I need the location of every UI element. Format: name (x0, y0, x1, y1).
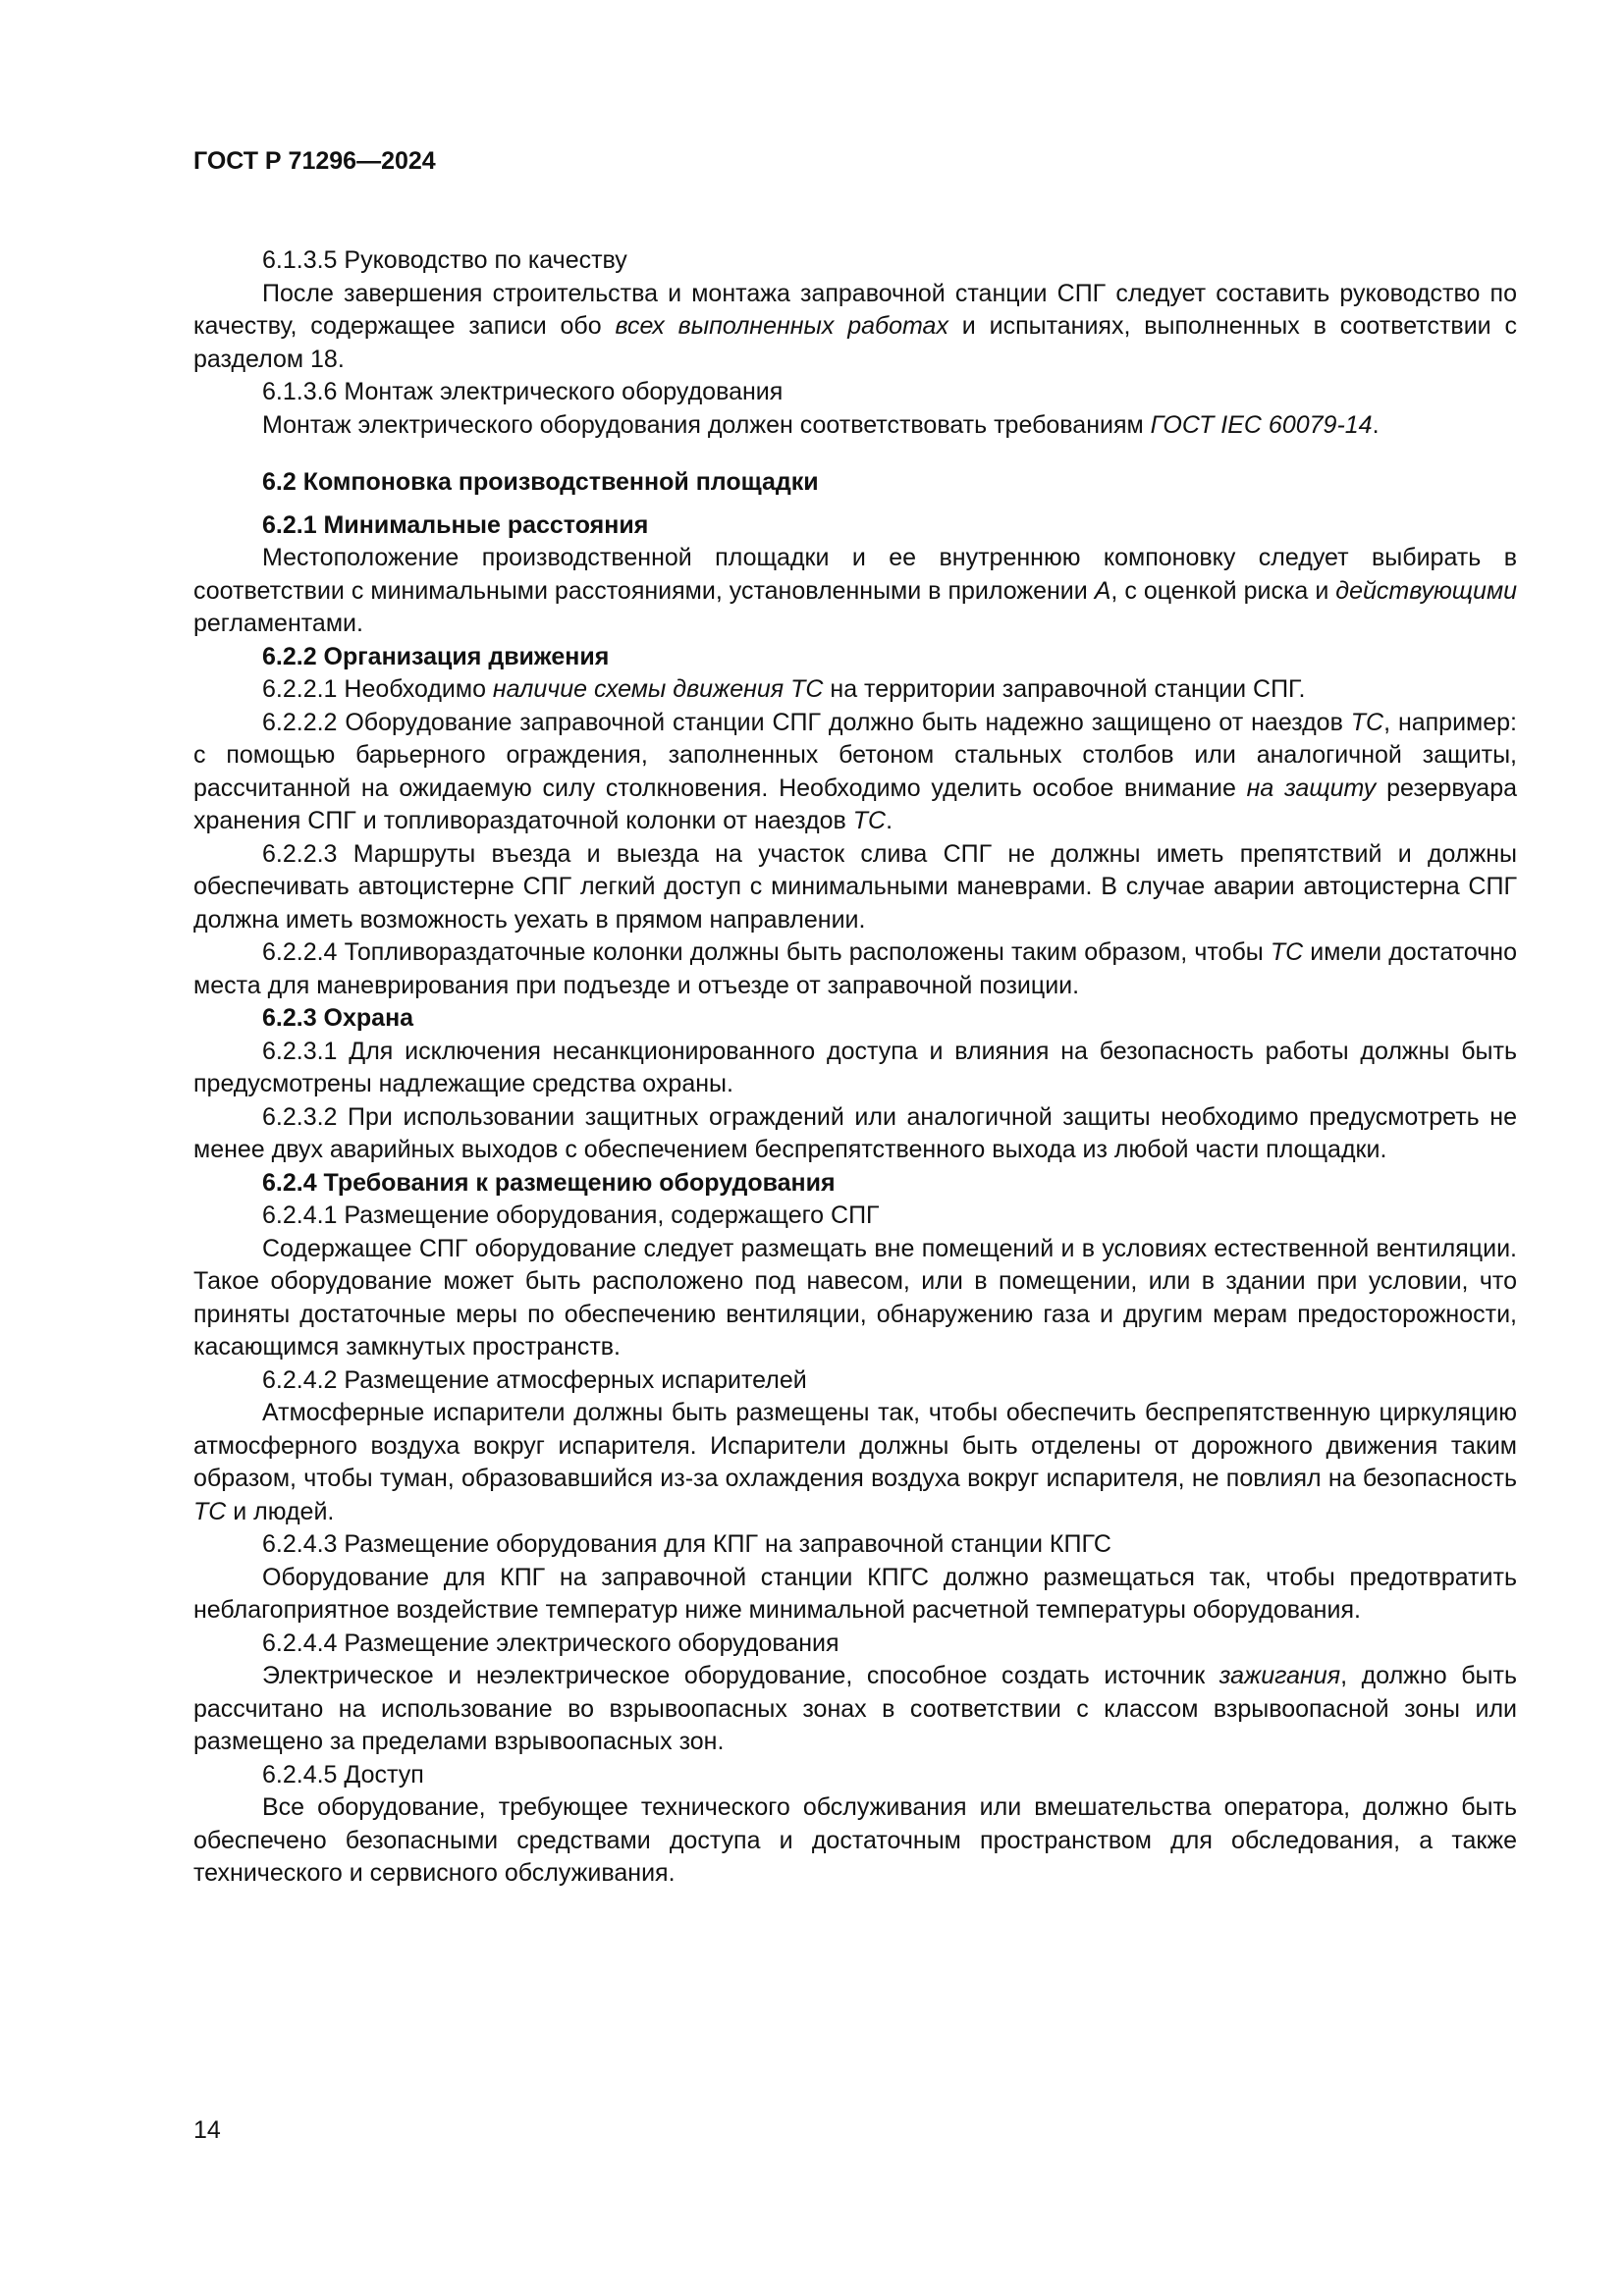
section-heading: 6.2 Компоновка производственной площадки (262, 468, 819, 496)
page-number: 14 (193, 2116, 221, 2144)
paragraph: Оборудование для КПГ на заправочной станции КПГС должно размещаться так, чтобы предотвратить неблагоприятное воздействие температур ниже минимальной расчетной температуры оборудования. (193, 1563, 1517, 1624)
paragraph: Все оборудование, требующее технического обслуживания или вмешательства оператора, должно быть обеспечено безопасными средствами доступа и достаточным пространством для обследования, а также технического и сервисного обслуживания. (193, 1793, 1517, 1887)
paragraph: 6.2.3.1 Для исключения несанкционированного доступа и влияния на безопасность работы должны быть предусмотрены надлежащие средства охраны. (193, 1037, 1517, 1097)
document-page (193, 145, 1517, 1891)
paragraph: Электрическое и неэлектрическое оборудование, способное создать источник зажигания, должно быть рассчитано на использование во взрывоопасных зонах в соответствии с классом взрывоопасной зоны или размещено за пределами взрывоопасных зон. (193, 1662, 1517, 1755)
paragraph: Монтаж электрического оборудования должен соответствовать требованиям ГОСТ IEC 60079-14. (262, 410, 1380, 439)
subsection-heading: 6.2.1 Минимальные расстояния (262, 510, 649, 539)
paragraph: Атмосферные испарители должны быть размещены так, чтобы обеспечить беспрепятственную циркуляцию атмосферного воздуха вокруг испарителя. Испарители должны быть отделены от дорожного движения таким образом, чтобы туман, образовавшийся из-за охлаждения воздуха вокруг испарителя, не повлиял на безопасность ТС и людей. (193, 1399, 1517, 1525)
clause-title: 6.2.4.3 Размещение оборудования для КПГ на заправочной станции КПГС (262, 1530, 1111, 1558)
clause-title: 6.2.4.5 Доступ (262, 1760, 424, 1789)
clause-title: 6.1.3.6 Монтаж электрического оборудования (262, 378, 784, 405)
subsection-heading: 6.2.4 Требования к размещению оборудования (262, 1168, 836, 1197)
paragraph: 6.2.3.2 При использовании защитных ограждений или аналогичной защиты необходимо предусмотреть не менее двух аварийных выходов с обеспечением беспрепятственного выхода из любой части площадки. (193, 1102, 1517, 1163)
clause-title: 6.1.3.5 Руководство по качеству (262, 246, 627, 274)
paragraph: После завершения строительства и монтажа заправочной станции СПГ следует составить руководство по качеству, содержащее записи обо всех выполненных работах и испытаниях, выполненных в соответствии с разделом 18. (193, 279, 1517, 373)
document-code: ГОСТ Р 71296—2024 (193, 147, 436, 175)
clause-title: 6.2.4.1 Размещение оборудования, содержащего СПГ (262, 1201, 880, 1229)
clause-title: 6.2.4.2 Размещение атмосферных испарителей (262, 1365, 807, 1394)
subsection-heading: 6.2.2 Организация движения (262, 642, 610, 670)
paragraph: Содержащее СПГ оборудование следует размещать вне помещений и в условиях естественной вентиляции. Такое оборудование может быть расположено под навесом, или в помещении, или в здании при условии, что приняты достаточные меры по обеспечению вентиляции, обнаружению газа и другим мерам предосторожности, касающимся замкнутых пространств. (193, 1234, 1517, 1361)
paragraph: 6.2.2.1 Необходимо наличие схемы движения ТС на территории заправочной станции СПГ. (262, 675, 1306, 703)
paragraph: Местоположение производственной площадки и ее внутреннюю компоновку следует выбирать в соответствии с минимальными расстояниями, установленными в приложении А, с оценкой риска и действующими регламентами. (193, 544, 1517, 637)
paragraph: 6.2.2.4 Топливораздаточные колонки должны быть расположены таким образом, чтобы ТС имели достаточно места для маневрирования при подъезде и отъезде от заправочной позиции. (193, 938, 1517, 999)
subsection-heading: 6.2.3 Охрана (262, 1004, 414, 1032)
clause-title: 6.2.4.4 Размещение электрического оборудования (262, 1629, 839, 1657)
paragraph: 6.2.2.3 Маршруты въезда и выезда на участок слива СПГ не должны иметь препятствий и должны обеспечивать автоцистерне СПГ легкий доступ с минимальными маневрами. В случае аварии автоцистерна СПГ должна иметь возможность уехать в прямом направлении. (193, 839, 1517, 934)
paragraph: 6.2.2.2 Оборудование заправочной станции СПГ должно быть надежно защищено от наездов ТС, например: с помощью барьерного ограждения, заполненных бетоном стальных столбов или аналогичной защиты, рассчитанной на ожидаемую силу столкновения. Необходимо уделить особое внимание на защиту резервуара хранения СПГ и топливораздаточной колонки от наездов ТС. (193, 708, 1518, 834)
